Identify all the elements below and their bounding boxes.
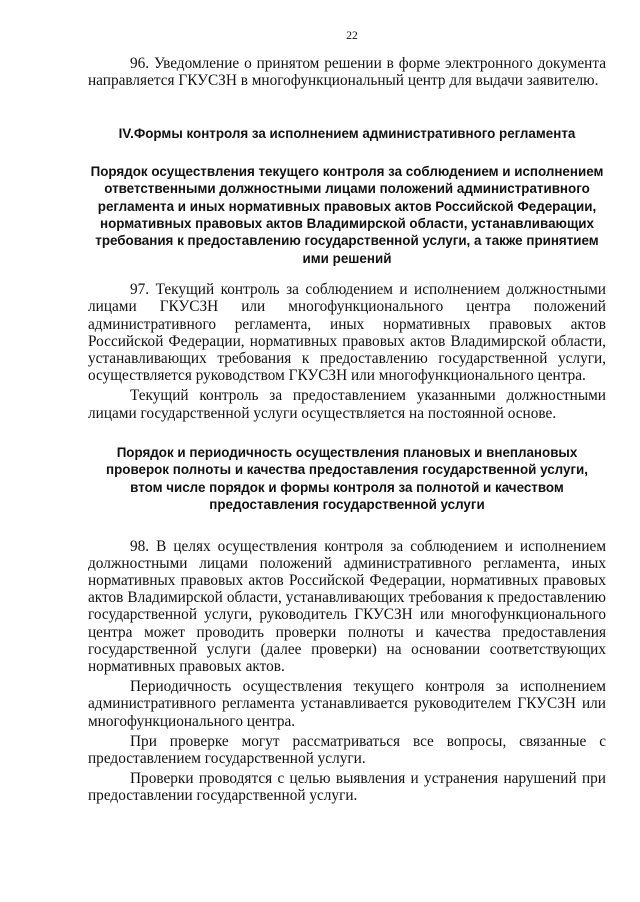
paragraph-97: 97. Текущий контроль за соблюдением и исполнением должностными лицами ГКУСЗН или многофункционального центра положений административного регламента, иных нормативных правовых актов Российской Федерации, нормативных правовых актов Владимирской области, устанавливающих требования к предоставлению государственной услуги, осуществляется руководством ГКУСЗН или многофункционального центра.: [88, 281, 606, 385]
page-number: 22: [346, 30, 358, 42]
paragraph-97-continuation: Текущий контроль за предоставлением указанными должностными лицами государственной услуги осуществляется на постоянной основе.: [88, 387, 606, 422]
subsection-title-inspections: Порядок и периодичность осуществления плановых и внеплановых проверок полноты и качества предоставления государственной услуги, втом числе порядок и формы контроля за полнотой и качеством предоставления государственной услуги: [106, 444, 588, 513]
subsection-title-current-control: Порядок осуществления текущего контроля за соблюдением и исполнением ответственными должностными лицами положений административного регламента и иных нормативных правовых актов Российской Федерации, нормативных правовых актов Владимирской области, устанавливающих требования к предоставлению государственной услуги, а также принятием ими решений: [90, 163, 604, 266]
section-title: IV.Формы контроля за исполнением административного регламента: [118, 126, 576, 142]
paragraph-98: 98. В целях осуществления контроля за соблюдением и исполнением должностными лицами положений административного регламента, иных нормативных правовых актов Российской Федерации, нормативных правовых актов Владимирской области, устанавливающих требования к предоставлению государственной услуги, руководитель ГКУСЗН или многофункционального центра может проводить проверки полноты и качества предоставления государственной услуги (далее проверки) на основании соответствующих нормативных правовых актов.: [88, 537, 606, 675]
paragraph-98-periodicity: Периодичность осуществления текущего контроля за исполнением административного регламента устанавливается руководителем ГКУСЗН или многофункционального центра.: [88, 678, 606, 730]
paragraph-96: 96. Уведомление о принятом решении в форме электронного документа направляется ГКУСЗН в многофункциональный центр для выдачи заявителю.: [88, 55, 606, 90]
paragraph-98-scope: При проверке могут рассматриваться все вопросы, связанные с предоставлением государственной услуги.: [88, 732, 606, 767]
paragraph-98-purpose: Проверки проводятся с целью выявления и устранения нарушений при предоставлении государственной услуги.: [88, 770, 606, 805]
